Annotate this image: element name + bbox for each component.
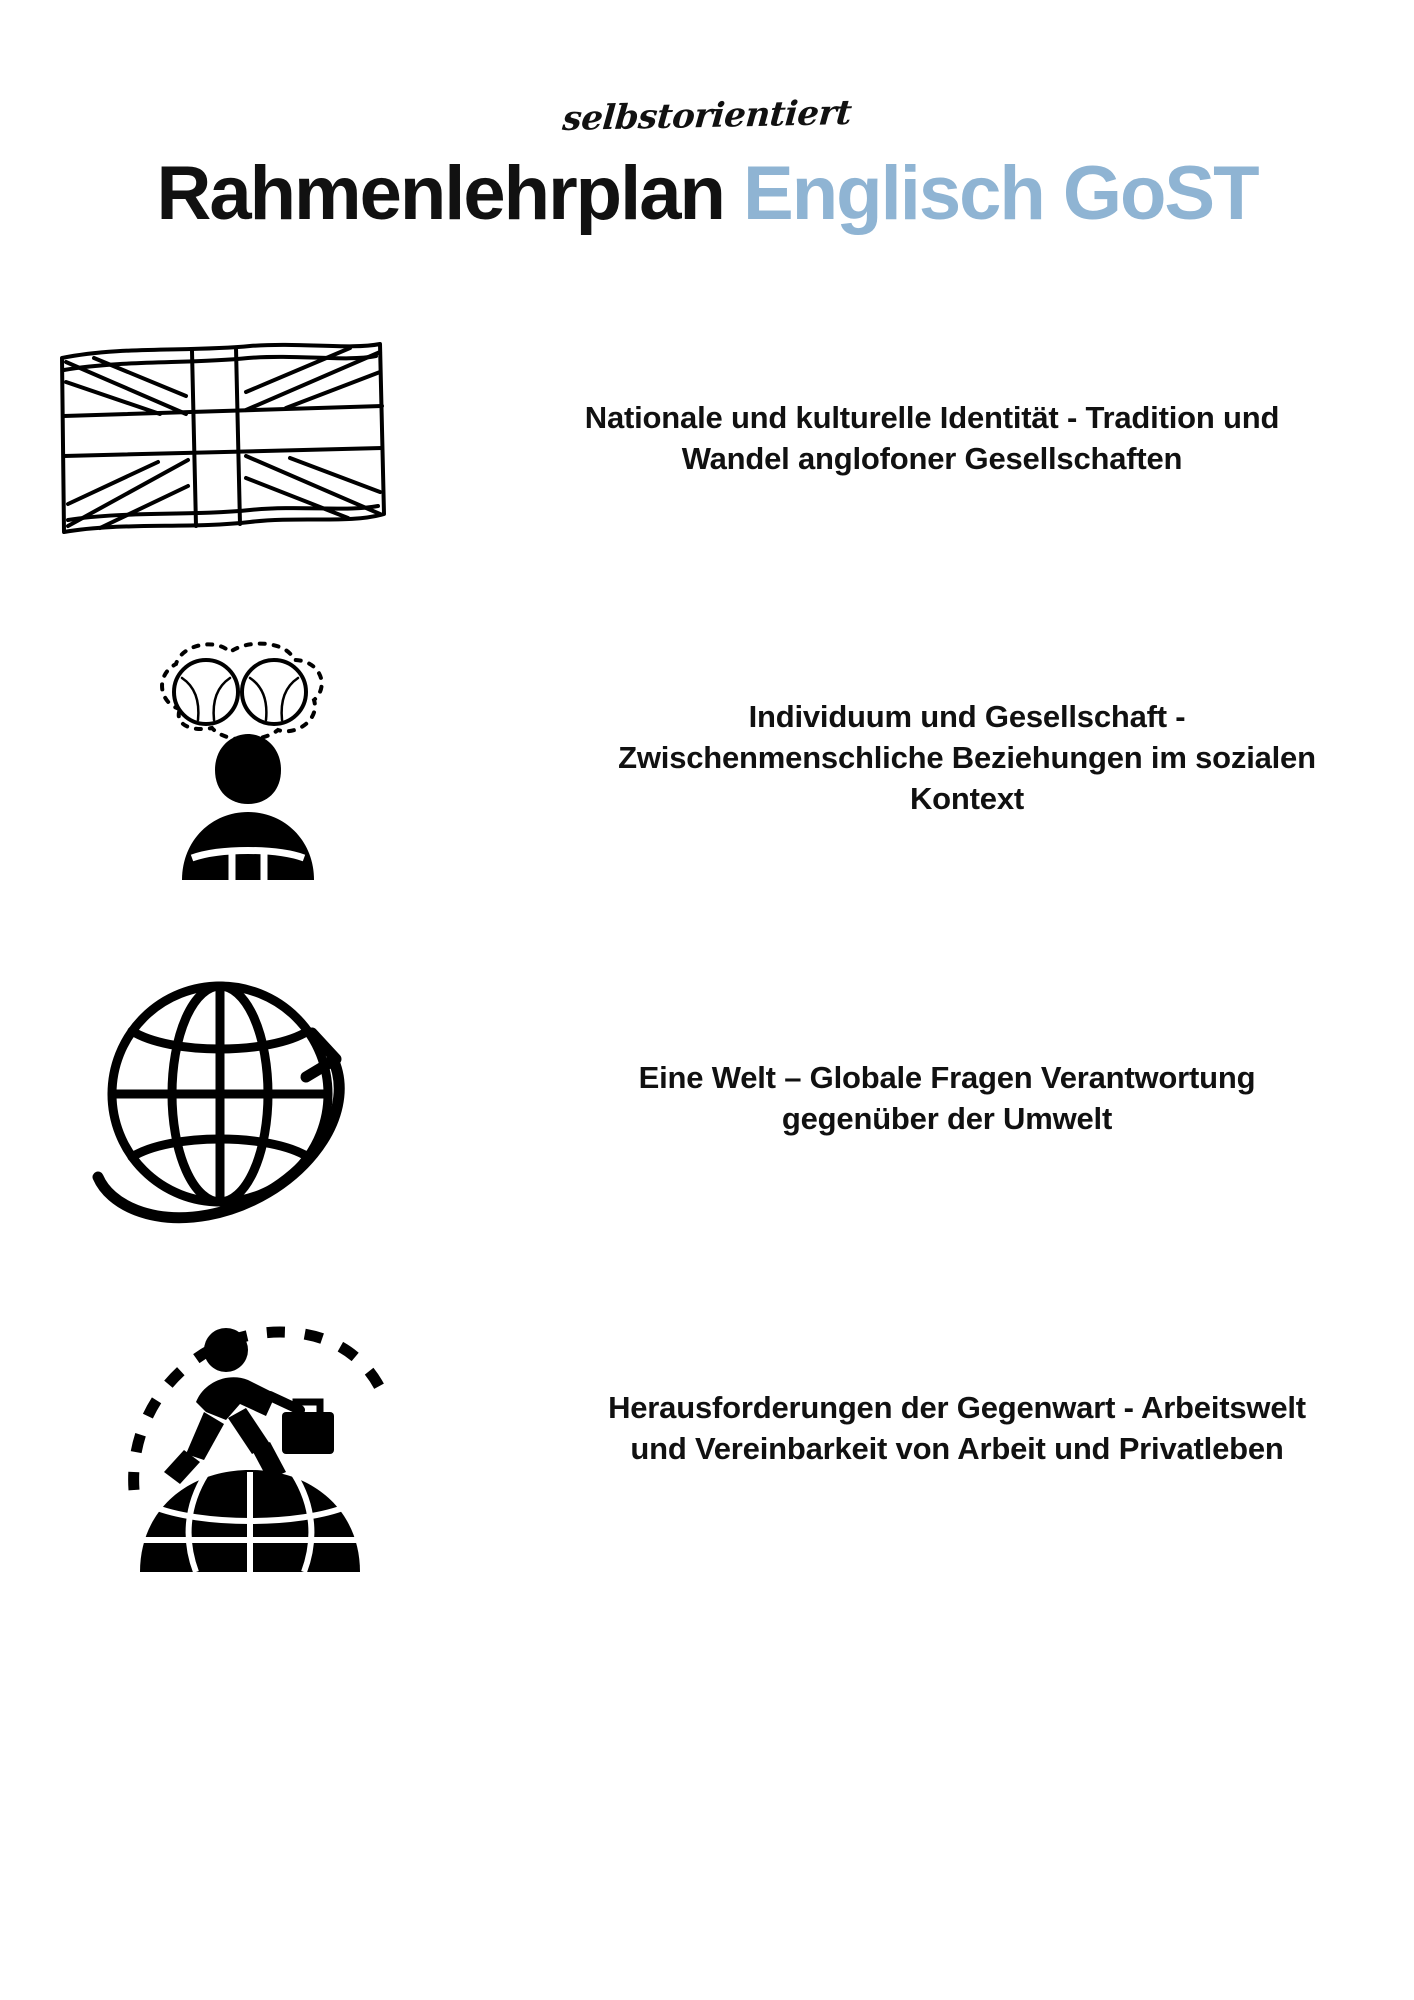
brand-logo [0,0,1414,140]
topic-list [0,294,1414,1594]
globe-arrow-icon [30,959,560,1239]
person-running-globe-icon [30,1284,580,1574]
list-item [0,584,1414,934]
uk-flag-icon [30,336,530,541]
list-item [0,294,1414,584]
person-thinking-icon [30,634,600,884]
list-item [0,934,1414,1264]
page-title [0,151,1414,236]
topic-label: Nationale und kulturelle Identität - Tradition und Wandel anglofoner Gesellschaften [584,399,1280,476]
topic-label: Herausforderungen der Gegenwart - Arbeitswelt und Vereinbarkeit von Arbeit und Privatleben [608,1389,1306,1466]
topic-label: Eine Welt – Globale Fragen Verantwortung gegenüber der Umwelt [638,1059,1256,1136]
brand-logo-text: selbstorientiert [561,92,853,140]
page-title-accent: Englisch GoST [743,151,1258,236]
page-title-primary: Rahmenlehrplan [156,151,724,236]
list-item [0,1264,1414,1594]
topic-label: Individuum und Gesellschaft - Zwischenmenschliche Beziehungen im sozialen Kontext [618,699,1316,817]
